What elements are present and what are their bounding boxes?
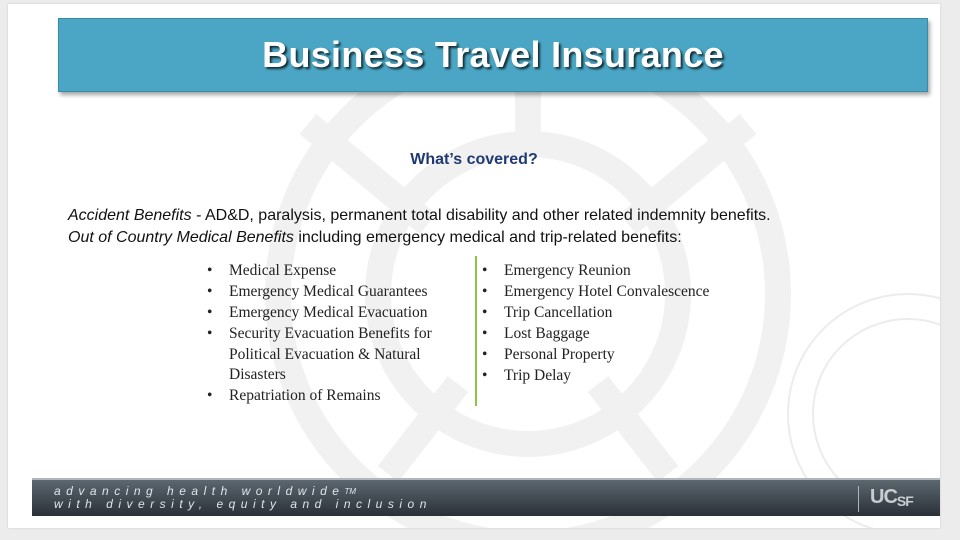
- list-item: • Trip Cancellation: [480, 303, 780, 324]
- list-item: • Emergency Reunion: [480, 261, 780, 282]
- column-divider: [475, 256, 477, 406]
- intro-text: [68, 205, 928, 249]
- list-item: • Repatriation of Remains: [205, 386, 467, 407]
- tagline-text-1: advancing health worldwide: [54, 484, 345, 498]
- title-bar: [58, 18, 928, 92]
- accident-benefits-line: [68, 205, 928, 227]
- accident-benefits-description: - AD&D, paralysis, permanent total disability and other related indemnity benefits.: [191, 207, 771, 224]
- list-item: • Emergency Hotel Convalescence: [480, 282, 780, 303]
- slide-title: Business Travel Insurance: [262, 34, 724, 75]
- list-item: • Emergency Medical Guarantees: [205, 282, 467, 303]
- logo-uc: UC: [870, 486, 897, 508]
- footer-banner: [32, 478, 940, 516]
- list-item: • Medical Expense: [205, 261, 467, 282]
- medical-benefits-description: including emergency medical and trip-related benefits:: [293, 229, 682, 246]
- medical-benefits-line: [68, 227, 928, 249]
- logo-sf: SF: [896, 493, 913, 509]
- footer-separator: [858, 486, 859, 512]
- list-item: • Emergency Medical Evacuation: [205, 303, 467, 324]
- list-item: • Personal Property: [480, 345, 780, 366]
- medical-benefits-heading: Out of Country Medical Benefits: [68, 229, 294, 246]
- ucsf-logo: [870, 486, 913, 509]
- slide: [8, 4, 940, 528]
- list-item: • Lost Baggage: [480, 324, 780, 345]
- list-item: • Security Evacuation Benefits for Political Evacuation & Natural Disasters: [205, 324, 467, 386]
- benefits-list-right: [480, 261, 780, 387]
- footer-tagline: [54, 485, 432, 511]
- subtitle: What’s covered?: [410, 151, 538, 168]
- trademark-mark: TM: [344, 487, 356, 496]
- benefits-list-left: [205, 261, 467, 407]
- tagline-line-2: with diversity, equity and inclusion: [54, 497, 432, 511]
- accident-benefits-heading: Accident Benefits: [68, 207, 192, 224]
- list-item: • Trip Delay: [480, 366, 780, 387]
